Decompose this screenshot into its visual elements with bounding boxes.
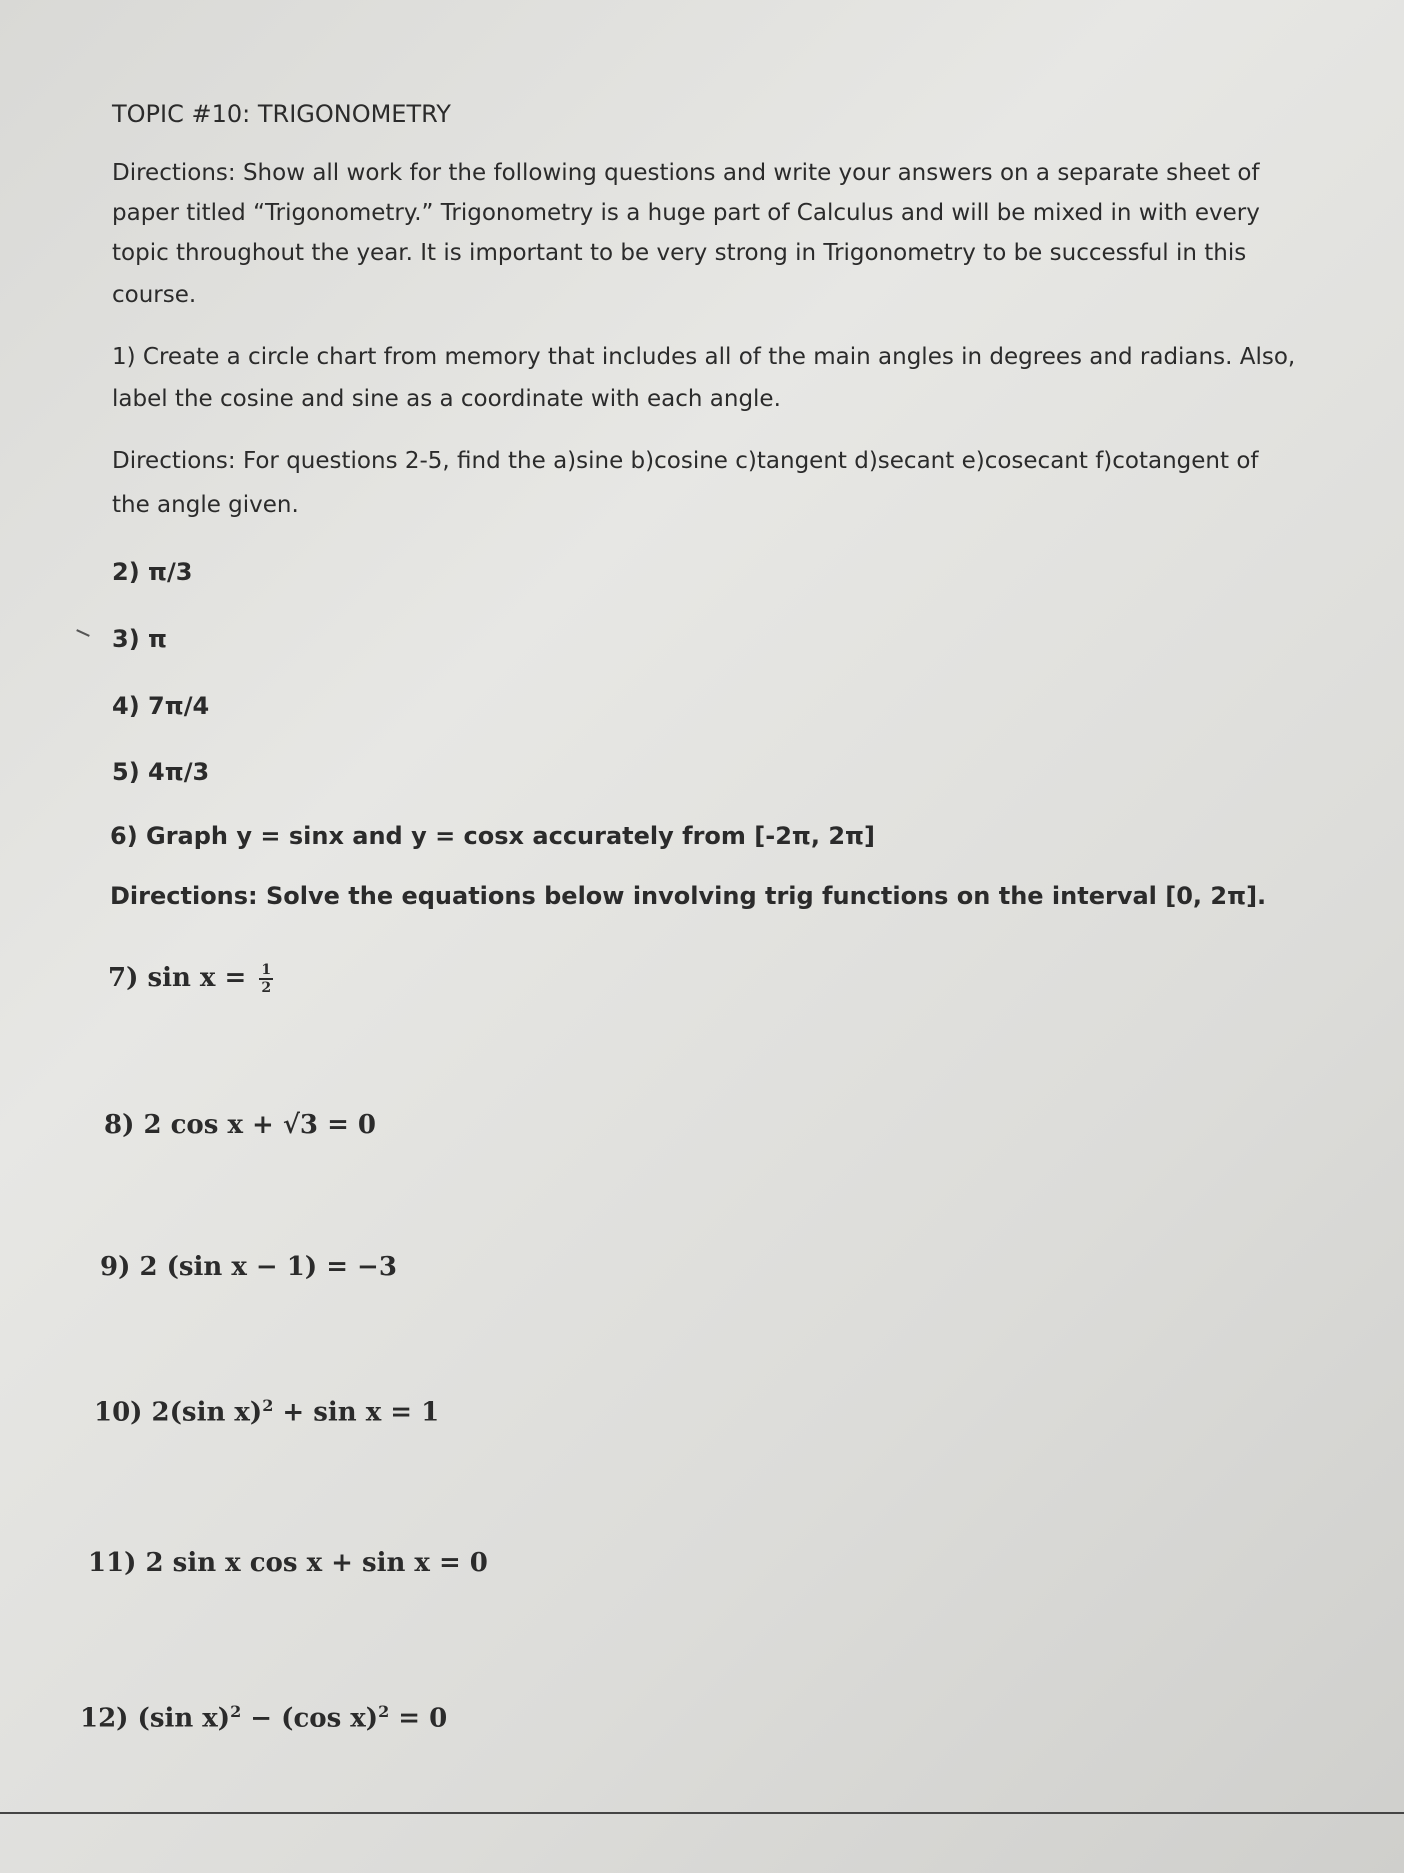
exponent: 2 bbox=[378, 1702, 390, 1721]
directions-2-line-1: Directions: For questions 2-5, find the a)sine b)cosine c)tangent d)secant e)cosecant f)cotangent of bbox=[112, 448, 1259, 474]
question-2: 2) π/3 bbox=[112, 558, 193, 586]
fraction bbox=[259, 962, 273, 996]
question-5: 5) 4π/3 bbox=[112, 758, 210, 786]
question-1-line-1: 1) Create a circle chart from memory that includes all of the main angles in degrees and radians. Also, bbox=[112, 344, 1296, 370]
check-mark bbox=[76, 629, 90, 637]
intro-line-1: Directions: Show all work for the following questions and write your answers on a separate sheet of bbox=[112, 160, 1260, 186]
question-6: 6) Graph y = sinx and y = cosx accurately from [-2π, 2π] bbox=[110, 822, 875, 850]
intro-line-2: paper titled “Trigonometry.” Trigonometry is a huge part of Calculus and will be mixed in with every bbox=[112, 200, 1260, 226]
question-3: 3) π bbox=[112, 625, 168, 653]
question-10-part-b: + sin x = 1 bbox=[273, 1397, 440, 1428]
question-7-text: 7) sin x = bbox=[108, 963, 256, 993]
fraction-denominator: 2 bbox=[261, 980, 272, 996]
directions-3: Directions: Solve the equations below involving trig functions on the interval [0, 2π]. bbox=[110, 882, 1267, 910]
page-title: TOPIC #10: TRIGONOMETRY bbox=[112, 100, 451, 128]
question-9: 9) 2 (sin x − 1) = −3 bbox=[100, 1252, 397, 1282]
question-4: 4) 7π/4 bbox=[112, 692, 210, 720]
question-12-part-b: − (cos x) bbox=[241, 1703, 379, 1734]
question-11: 11) 2 sin x cos x + sin x = 0 bbox=[88, 1548, 488, 1578]
question-7 bbox=[108, 962, 273, 996]
question-12-part-c: = 0 bbox=[389, 1703, 448, 1734]
question-8: 8) 2 cos x + √3 = 0 bbox=[104, 1110, 376, 1140]
intro-line-3: topic throughout the year. It is important to be very strong in Trigonometry to be successful in this bbox=[112, 240, 1247, 266]
question-12-part-a: 12) (sin x) bbox=[80, 1703, 231, 1734]
intro-line-4: course. bbox=[112, 282, 197, 308]
question-10-part-a: 10) 2(sin x) bbox=[94, 1397, 263, 1428]
exponent: 2 bbox=[230, 1702, 242, 1721]
directions-2-line-2: the angle given. bbox=[112, 492, 299, 518]
bottom-rule bbox=[0, 1812, 1404, 1814]
question-12 bbox=[80, 1702, 447, 1734]
fraction-numerator: 1 bbox=[261, 962, 272, 978]
question-10 bbox=[94, 1396, 439, 1428]
exponent: 2 bbox=[262, 1396, 274, 1415]
question-1-line-2: label the cosine and sine as a coordinate with each angle. bbox=[112, 386, 781, 412]
